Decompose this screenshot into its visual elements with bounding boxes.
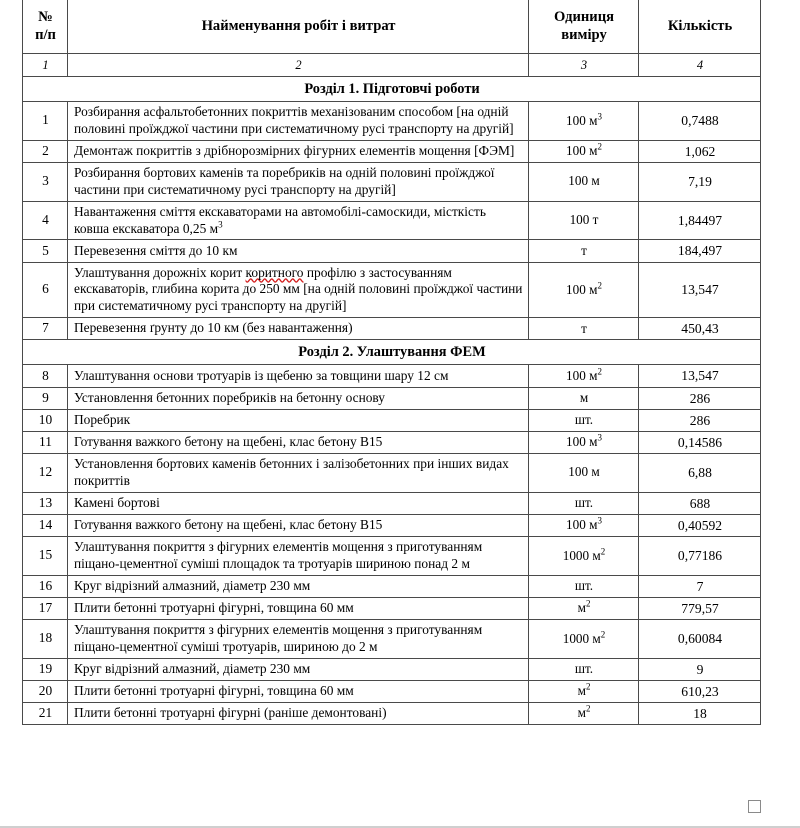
table-row[interactable] [23, 365, 761, 387]
table-row[interactable] [23, 514, 761, 536]
row-unit [529, 240, 639, 262]
row-unit [529, 680, 639, 702]
row-description: Камені бортові [68, 492, 529, 514]
row-quantity: 7,19 [639, 162, 761, 201]
row-quantity: 13,547 [639, 262, 761, 318]
row-quantity: 6,88 [639, 453, 761, 492]
row-unit [529, 658, 639, 680]
row-unit [529, 536, 639, 575]
row-number: 1 [23, 102, 68, 141]
row-unit-superscript: 2 [597, 280, 602, 291]
header-number-line1: № [38, 9, 53, 25]
row-unit-base: м [577, 600, 586, 616]
row-number: 12 [23, 453, 68, 492]
row-description: Готування важкого бетону на щебені, клас бетону В15 [68, 431, 529, 453]
row-unit-base: 1000 м [562, 630, 601, 646]
table-row[interactable] [23, 658, 761, 680]
row-quantity: 688 [639, 492, 761, 514]
table-body [23, 77, 761, 725]
row-description: Улаштування покриття з фігурних елементів мощення з приготуванням піщано-цементної суміші площадок та тротуарів шириною понад 2 м [68, 536, 529, 575]
row-description: Перевезення ґрунту до 10 км (без навантаження) [68, 318, 529, 340]
row-number: 9 [23, 387, 68, 409]
row-unit [529, 201, 639, 240]
row-quantity: 18 [639, 702, 761, 724]
row-unit-base: 100 т [569, 212, 599, 228]
row-number: 21 [23, 702, 68, 724]
row-quantity: 0,14586 [639, 431, 761, 453]
row-unit-base: 100 м [566, 143, 598, 159]
row-unit-base: м [577, 683, 586, 699]
table-row[interactable] [23, 262, 761, 318]
column-number-3: 3 [529, 54, 639, 77]
table-row[interactable] [23, 536, 761, 575]
row-number: 18 [23, 619, 68, 658]
row-unit [529, 102, 639, 141]
row-unit-superscript: 2 [600, 546, 606, 557]
row-description: Розбирання асфальтобетонних покриттів механізованим способом [на одній половині проїжджої частини при систематичному русі транспорту на другій] [68, 102, 529, 141]
row-unit-superscript: 3 [597, 432, 602, 443]
table-row[interactable] [23, 409, 761, 431]
row-unit-base: м [579, 389, 589, 405]
estimate-works-table [22, 0, 761, 725]
header-cell-quantity: Кількість [639, 0, 761, 54]
row-unit [529, 262, 639, 318]
row-unit-base: 100 м [566, 367, 598, 383]
row-unit [529, 409, 639, 431]
row-description [68, 201, 529, 240]
table-row[interactable] [23, 318, 761, 340]
row-number: 3 [23, 162, 68, 201]
header-unit-line1: Одиниця [553, 9, 615, 25]
row-quantity: 1,84497 [639, 201, 761, 240]
table-row[interactable] [23, 680, 761, 702]
row-description: Поребрик [68, 409, 529, 431]
header-cell-number [23, 0, 68, 54]
row-description: Круг відрізний алмазний, діаметр 230 мм [68, 575, 529, 597]
row-description: Плити бетонні тротуарні фігурні, товщина 60 мм [68, 597, 529, 619]
row-number: 2 [23, 140, 68, 162]
row-unit [529, 365, 639, 387]
column-number-2: 2 [68, 54, 529, 77]
row-unit-base: 100 м [566, 112, 598, 128]
row-number: 15 [23, 536, 68, 575]
table-row[interactable] [23, 619, 761, 658]
row-number: 5 [23, 240, 68, 262]
row-description-misspelled-word: коритного [245, 264, 304, 280]
table-row[interactable] [23, 492, 761, 514]
column-number-row [23, 54, 761, 77]
row-unit [529, 597, 639, 619]
row-description: Демонтаж покриттів з дрібнорозмірних фігурних елементів мощення [ФЭМ] [68, 140, 529, 162]
row-quantity: 7 [639, 575, 761, 597]
row-number: 20 [23, 680, 68, 702]
row-unit [529, 140, 639, 162]
row-quantity: 0,7488 [639, 102, 761, 141]
row-unit-superscript: 2 [585, 681, 591, 692]
row-description: Готування важкого бетону на щебені, клас бетону В15 [68, 514, 529, 536]
row-number: 13 [23, 492, 68, 514]
row-quantity: 0,77186 [639, 536, 761, 575]
row-unit-base: шт. [574, 411, 594, 427]
section-header-row [23, 340, 761, 365]
row-unit-base: 100 м [568, 464, 600, 480]
row-description [68, 262, 529, 318]
row-unit-base: т [581, 242, 587, 258]
row-description: Перевезення сміття до 10 км [68, 240, 529, 262]
row-quantity: 13,547 [639, 365, 761, 387]
row-quantity: 1,062 [639, 140, 761, 162]
table-row[interactable] [23, 162, 761, 201]
row-unit-base: 100 м [568, 173, 600, 189]
section-title-1: Розділ 1. Підготовчі роботи [23, 77, 761, 102]
row-description-part1: Навантаження сміття екскаваторами на автомобілі-самоскиди, місткість ковша екскаватора 0,25 м [74, 203, 486, 236]
table-header [23, 0, 761, 77]
header-cell-name: Найменування робіт і витрат [68, 0, 529, 54]
row-description-part2: профілю з застосуванням екскаваторів, глибина корита до 250 мм [на одній половині проїжджої частини при систематичному русі транспорту на другій] [74, 264, 523, 314]
row-number: 4 [23, 201, 68, 240]
row-unit [529, 162, 639, 201]
section-title-2: Розділ 2. Улаштування ФЕМ [23, 340, 761, 365]
row-unit-base: 1000 м [562, 547, 601, 563]
row-description: Розбирання бортових каменів та поребриків на одній половині проїжджої частини при систематичному русі транспорту на другій] [68, 162, 529, 201]
row-description: Плити бетонні тротуарні фігурні, товщина 60 мм [68, 680, 529, 702]
resize-handle[interactable] [748, 800, 761, 813]
row-number: 16 [23, 575, 68, 597]
row-unit-base: 100 м [566, 281, 598, 297]
column-number-1: 1 [23, 54, 68, 77]
header-cell-unit [529, 0, 639, 54]
row-unit-base: т [581, 320, 587, 336]
row-unit [529, 387, 639, 409]
table-row[interactable] [23, 453, 761, 492]
table-row[interactable] [23, 240, 761, 262]
row-number: 14 [23, 514, 68, 536]
row-unit-base: шт. [574, 577, 594, 593]
row-quantity: 286 [639, 387, 761, 409]
header-unit-line2: виміру [561, 26, 607, 43]
row-unit [529, 575, 639, 597]
row-quantity: 9 [639, 658, 761, 680]
table-row[interactable] [23, 140, 761, 162]
row-quantity: 0,40592 [639, 514, 761, 536]
row-unit [529, 619, 639, 658]
row-unit [529, 492, 639, 514]
row-description: Улаштування покриття з фігурних елементів мощення з приготуванням піщано-цементної суміші тротуарів, шириною до 2 м [68, 619, 529, 658]
row-description: Плити бетонні тротуарні фігурні (раніше демонтовані) [68, 702, 529, 724]
row-unit-base: шт. [574, 660, 594, 676]
row-number: 8 [23, 365, 68, 387]
row-quantity: 610,23 [639, 680, 761, 702]
row-unit-base: 100 м [566, 434, 598, 450]
row-unit-superscript: 3 [597, 515, 602, 526]
table-row[interactable] [23, 575, 761, 597]
row-unit-base: 100 м [566, 517, 598, 533]
table-row[interactable] [23, 431, 761, 453]
row-description: Установлення бортових каменів бетонних і залізобетонних при інших видах покриттів [68, 453, 529, 492]
row-quantity: 184,497 [639, 240, 761, 262]
row-unit-base: шт. [574, 494, 594, 510]
header-row [23, 0, 761, 54]
row-unit [529, 453, 639, 492]
row-unit-superscript: 2 [585, 598, 591, 609]
row-quantity: 450,43 [639, 318, 761, 340]
row-description-part1: Улаштування дорожніх корит [74, 264, 246, 280]
row-unit-superscript: 2 [585, 703, 591, 714]
row-unit-base: м [577, 705, 586, 721]
table-row[interactable] [23, 702, 761, 724]
row-number: 11 [23, 431, 68, 453]
row-unit [529, 318, 639, 340]
row-unit [529, 702, 639, 724]
row-unit-superscript: 2 [600, 629, 606, 640]
column-number-4: 4 [639, 54, 761, 77]
row-unit-superscript: 2 [597, 366, 602, 377]
row-quantity: 0,60084 [639, 619, 761, 658]
row-number: 10 [23, 409, 68, 431]
table-row[interactable] [23, 387, 761, 409]
table-row[interactable] [23, 597, 761, 619]
section-header-row [23, 77, 761, 102]
row-description: Улаштування основи тротуарів із щебеню за товщини шару 12 см [68, 365, 529, 387]
row-quantity: 779,57 [639, 597, 761, 619]
row-unit [529, 431, 639, 453]
row-description-superscript: 3 [218, 219, 223, 230]
row-number: 7 [23, 318, 68, 340]
row-number: 6 [23, 262, 68, 318]
row-description: Установлення бетонних поребриків на бетонну основу [68, 387, 529, 409]
row-unit-superscript: 2 [597, 141, 602, 152]
row-unit [529, 514, 639, 536]
row-unit-superscript: 3 [597, 111, 602, 122]
table-row[interactable] [23, 201, 761, 240]
row-description: Круг відрізний алмазний, діаметр 230 мм [68, 658, 529, 680]
row-number: 19 [23, 658, 68, 680]
row-number: 17 [23, 597, 68, 619]
table-row[interactable] [23, 102, 761, 141]
header-number-line2: п/п [35, 26, 56, 43]
row-quantity: 286 [639, 409, 761, 431]
